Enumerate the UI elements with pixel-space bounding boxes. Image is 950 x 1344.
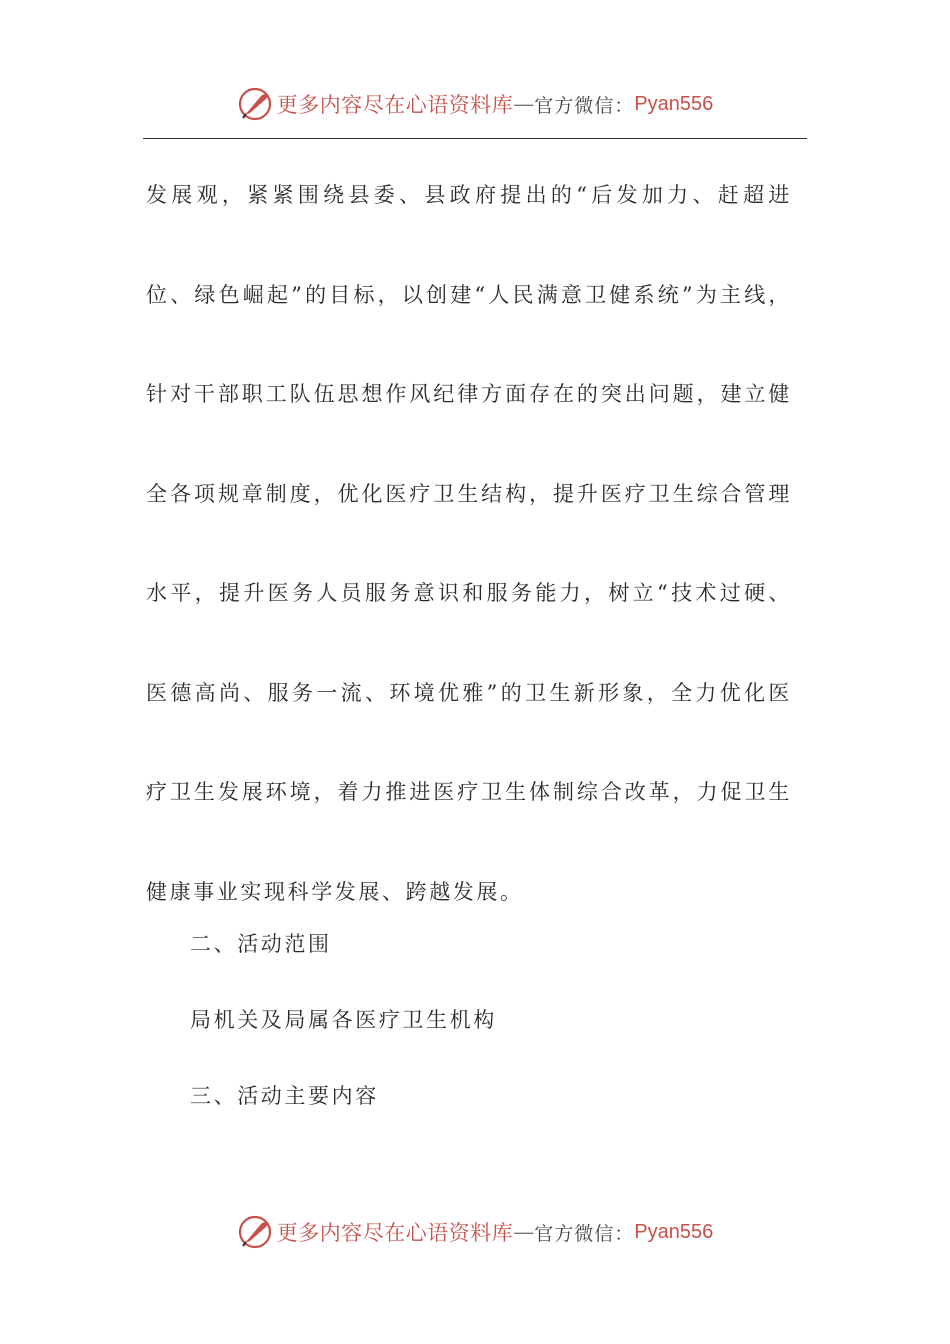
section-heading-scope: 二、活动范围 — [190, 932, 332, 956]
quill-pen-logo-icon — [237, 86, 273, 122]
header-divider — [143, 138, 807, 139]
header-banner — [0, 84, 950, 124]
quill-pen-logo-icon — [237, 1214, 273, 1250]
footer-official-label: 官方微信： — [534, 1222, 635, 1245]
footer-promo-text: 更多内容尽在心语资料库 — [276, 1221, 514, 1245]
section-scope-content: 局机关及局属各医疗卫生机构 — [190, 1008, 497, 1032]
footer-separator: — — [513, 1220, 535, 1244]
body-paragraph: 发展观，紧紧围绕县委、县政府提出的“后发加力、赶超进位、绿色崛起”的目标，以创建“人民满意卫健系统”为主线，针对干部职工队伍思想作风纪律方面存在的突出问题，建立健全各项规章制度，优化医疗卫生结构，提升医疗卫生综合管理水平，提升医务人员服务意识和服务能力，树立“技术过硬、医德高尚、服务一流、环境优雅”的卫生新形象，全力优化医疗卫生发展环境，着力推进医疗卫生体制综合改革，力促卫生健康事业实现科学发展、跨越发展。 — [146, 183, 792, 904]
footer-wechat-handle: Pyan556 — [634, 1220, 714, 1243]
header-official-label: 官方微信： — [534, 94, 635, 117]
header-separator: — — [513, 92, 535, 116]
header-promo-text: 更多内容尽在心语资料库 — [276, 93, 514, 117]
footer-banner — [0, 1212, 950, 1252]
header-wechat-handle: Pyan556 — [634, 92, 714, 115]
section-heading-main-content: 三、活动主要内容 — [190, 1084, 379, 1108]
